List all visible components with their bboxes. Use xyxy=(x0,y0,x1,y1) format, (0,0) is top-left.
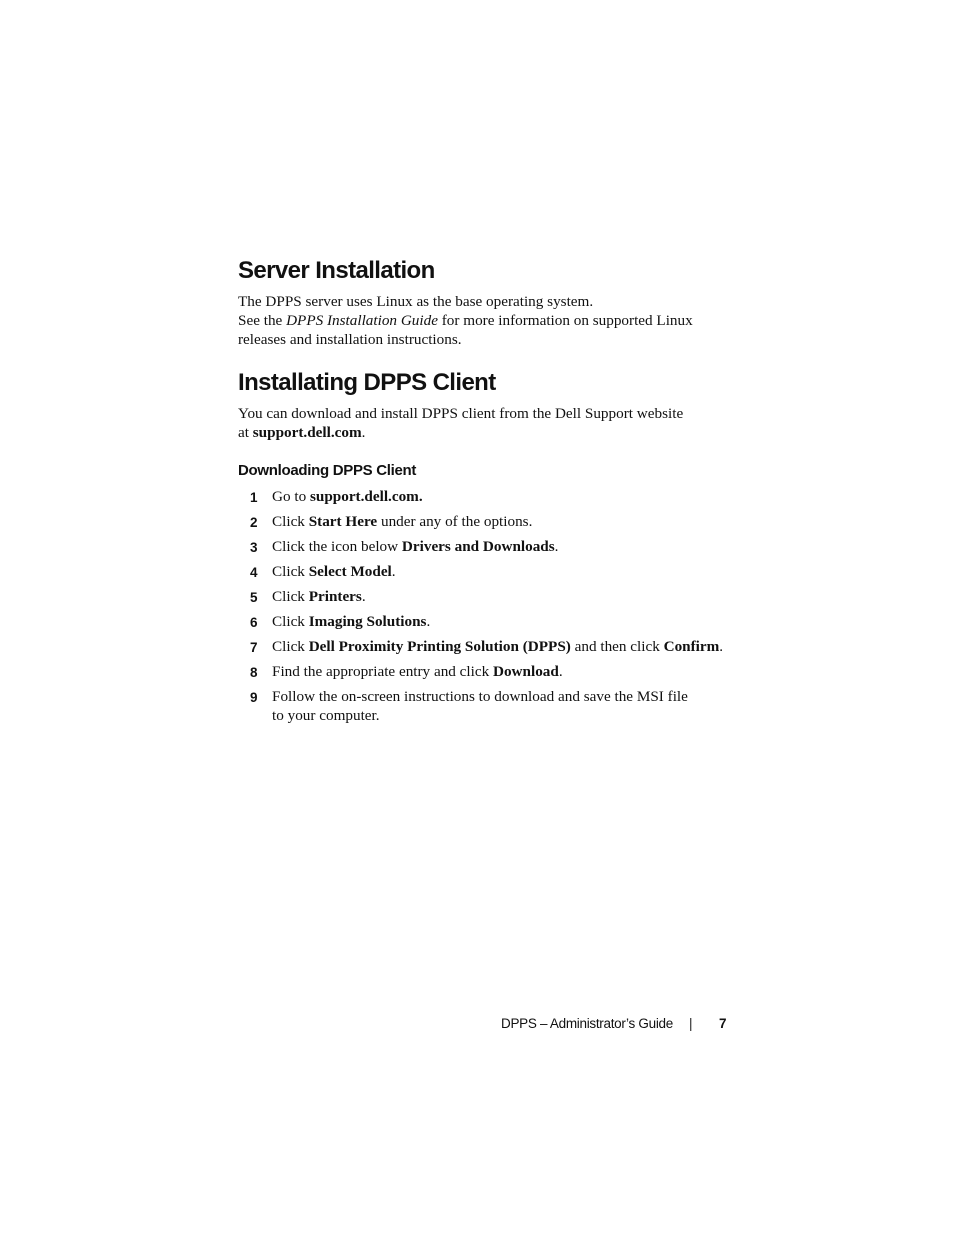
step-3 xyxy=(238,537,738,562)
footer-guide-title: DPPS – Administrator’s Guide xyxy=(501,1016,673,1031)
heading-installing-dpps-client: Installating DPPS Client xyxy=(238,369,496,396)
text-run: under any of the options. xyxy=(377,513,533,530)
step-text xyxy=(272,512,742,531)
step-number: 4 xyxy=(250,565,258,580)
step-number: 2 xyxy=(250,515,258,530)
step-2 xyxy=(238,512,738,537)
bold-term: Drivers and Downloads xyxy=(401,538,555,555)
text-run: Follow the on-screen instructions to download and save the MSI file xyxy=(272,688,688,705)
server-installation-line-2 xyxy=(238,312,738,331)
step-7 xyxy=(238,637,738,662)
installing-client-line-1: You can download and install DPPS client from the Dell Support website xyxy=(238,405,684,422)
step-number: 7 xyxy=(250,640,258,655)
text-run: for more information on supported Linux xyxy=(437,311,693,329)
step-6 xyxy=(238,612,738,637)
installing-client-paragraph xyxy=(238,405,738,443)
text-run: . xyxy=(426,613,431,630)
step-text xyxy=(272,662,742,681)
step-number: 9 xyxy=(250,690,258,705)
bold-term: Printers xyxy=(308,588,362,605)
installing-client-line-2 xyxy=(238,424,738,443)
text-run: Click the icon below xyxy=(272,538,402,555)
text-run: . xyxy=(361,423,366,441)
step-number: 3 xyxy=(250,540,258,555)
step-1 xyxy=(238,487,738,512)
text-run: to your computer. xyxy=(272,707,380,724)
step-text xyxy=(272,487,742,506)
text-run: Click xyxy=(272,563,309,580)
text-run: . xyxy=(554,538,559,555)
footer-separator: | xyxy=(689,1016,693,1031)
text-run: at xyxy=(238,423,253,441)
step-4 xyxy=(238,562,738,587)
step-number: 8 xyxy=(250,665,258,680)
page-number: 7 xyxy=(719,1016,727,1031)
step-number: 5 xyxy=(250,590,258,605)
bold-term: Dell Proximity Printing Solution (DPPS) xyxy=(308,638,571,655)
heading-server-installation: Server Installation xyxy=(238,257,435,284)
step-number: 6 xyxy=(250,615,258,630)
bold-term: Download xyxy=(493,663,559,680)
text-run: Click xyxy=(272,588,309,605)
bold-term: Confirm xyxy=(663,638,720,655)
support-site-link: support.dell.com xyxy=(252,423,362,441)
heading-downloading-dpps-client: Downloading DPPS Client xyxy=(238,462,417,479)
download-steps-list xyxy=(238,487,738,731)
bold-term: Start Here xyxy=(308,513,378,530)
installation-guide-title: DPPS Installation Guide xyxy=(286,311,438,329)
text-run: . xyxy=(361,588,366,605)
step-number: 1 xyxy=(250,490,258,505)
text-run: . xyxy=(558,663,563,680)
text-run: . xyxy=(719,638,724,655)
text-run: See the xyxy=(238,311,287,329)
text-run: and then click xyxy=(570,638,664,655)
step-text xyxy=(272,612,742,631)
server-installation-line-3: releases and installation instructions. xyxy=(238,330,462,348)
step-5 xyxy=(238,587,738,612)
step-text xyxy=(272,587,742,606)
text-run: Click xyxy=(272,613,309,630)
text-run: . xyxy=(391,563,396,580)
text-run: Go to xyxy=(272,488,310,505)
text-run: Click xyxy=(272,513,309,530)
text-run: Find the appropriate entry and click xyxy=(272,663,493,680)
text-run: Click xyxy=(272,638,309,655)
step-text xyxy=(272,562,742,581)
bold-term: Imaging Solutions xyxy=(308,613,427,630)
bold-term: Select Model xyxy=(308,563,392,580)
step-text xyxy=(272,687,742,725)
step-text xyxy=(272,637,742,656)
bold-term: support.dell.com. xyxy=(309,488,423,505)
step-8 xyxy=(238,662,738,687)
step-text xyxy=(272,537,742,556)
server-installation-line-1: The DPPS server uses Linux as the base operating system. xyxy=(238,293,594,310)
server-installation-paragraph xyxy=(238,293,738,349)
step-9 xyxy=(238,687,738,731)
